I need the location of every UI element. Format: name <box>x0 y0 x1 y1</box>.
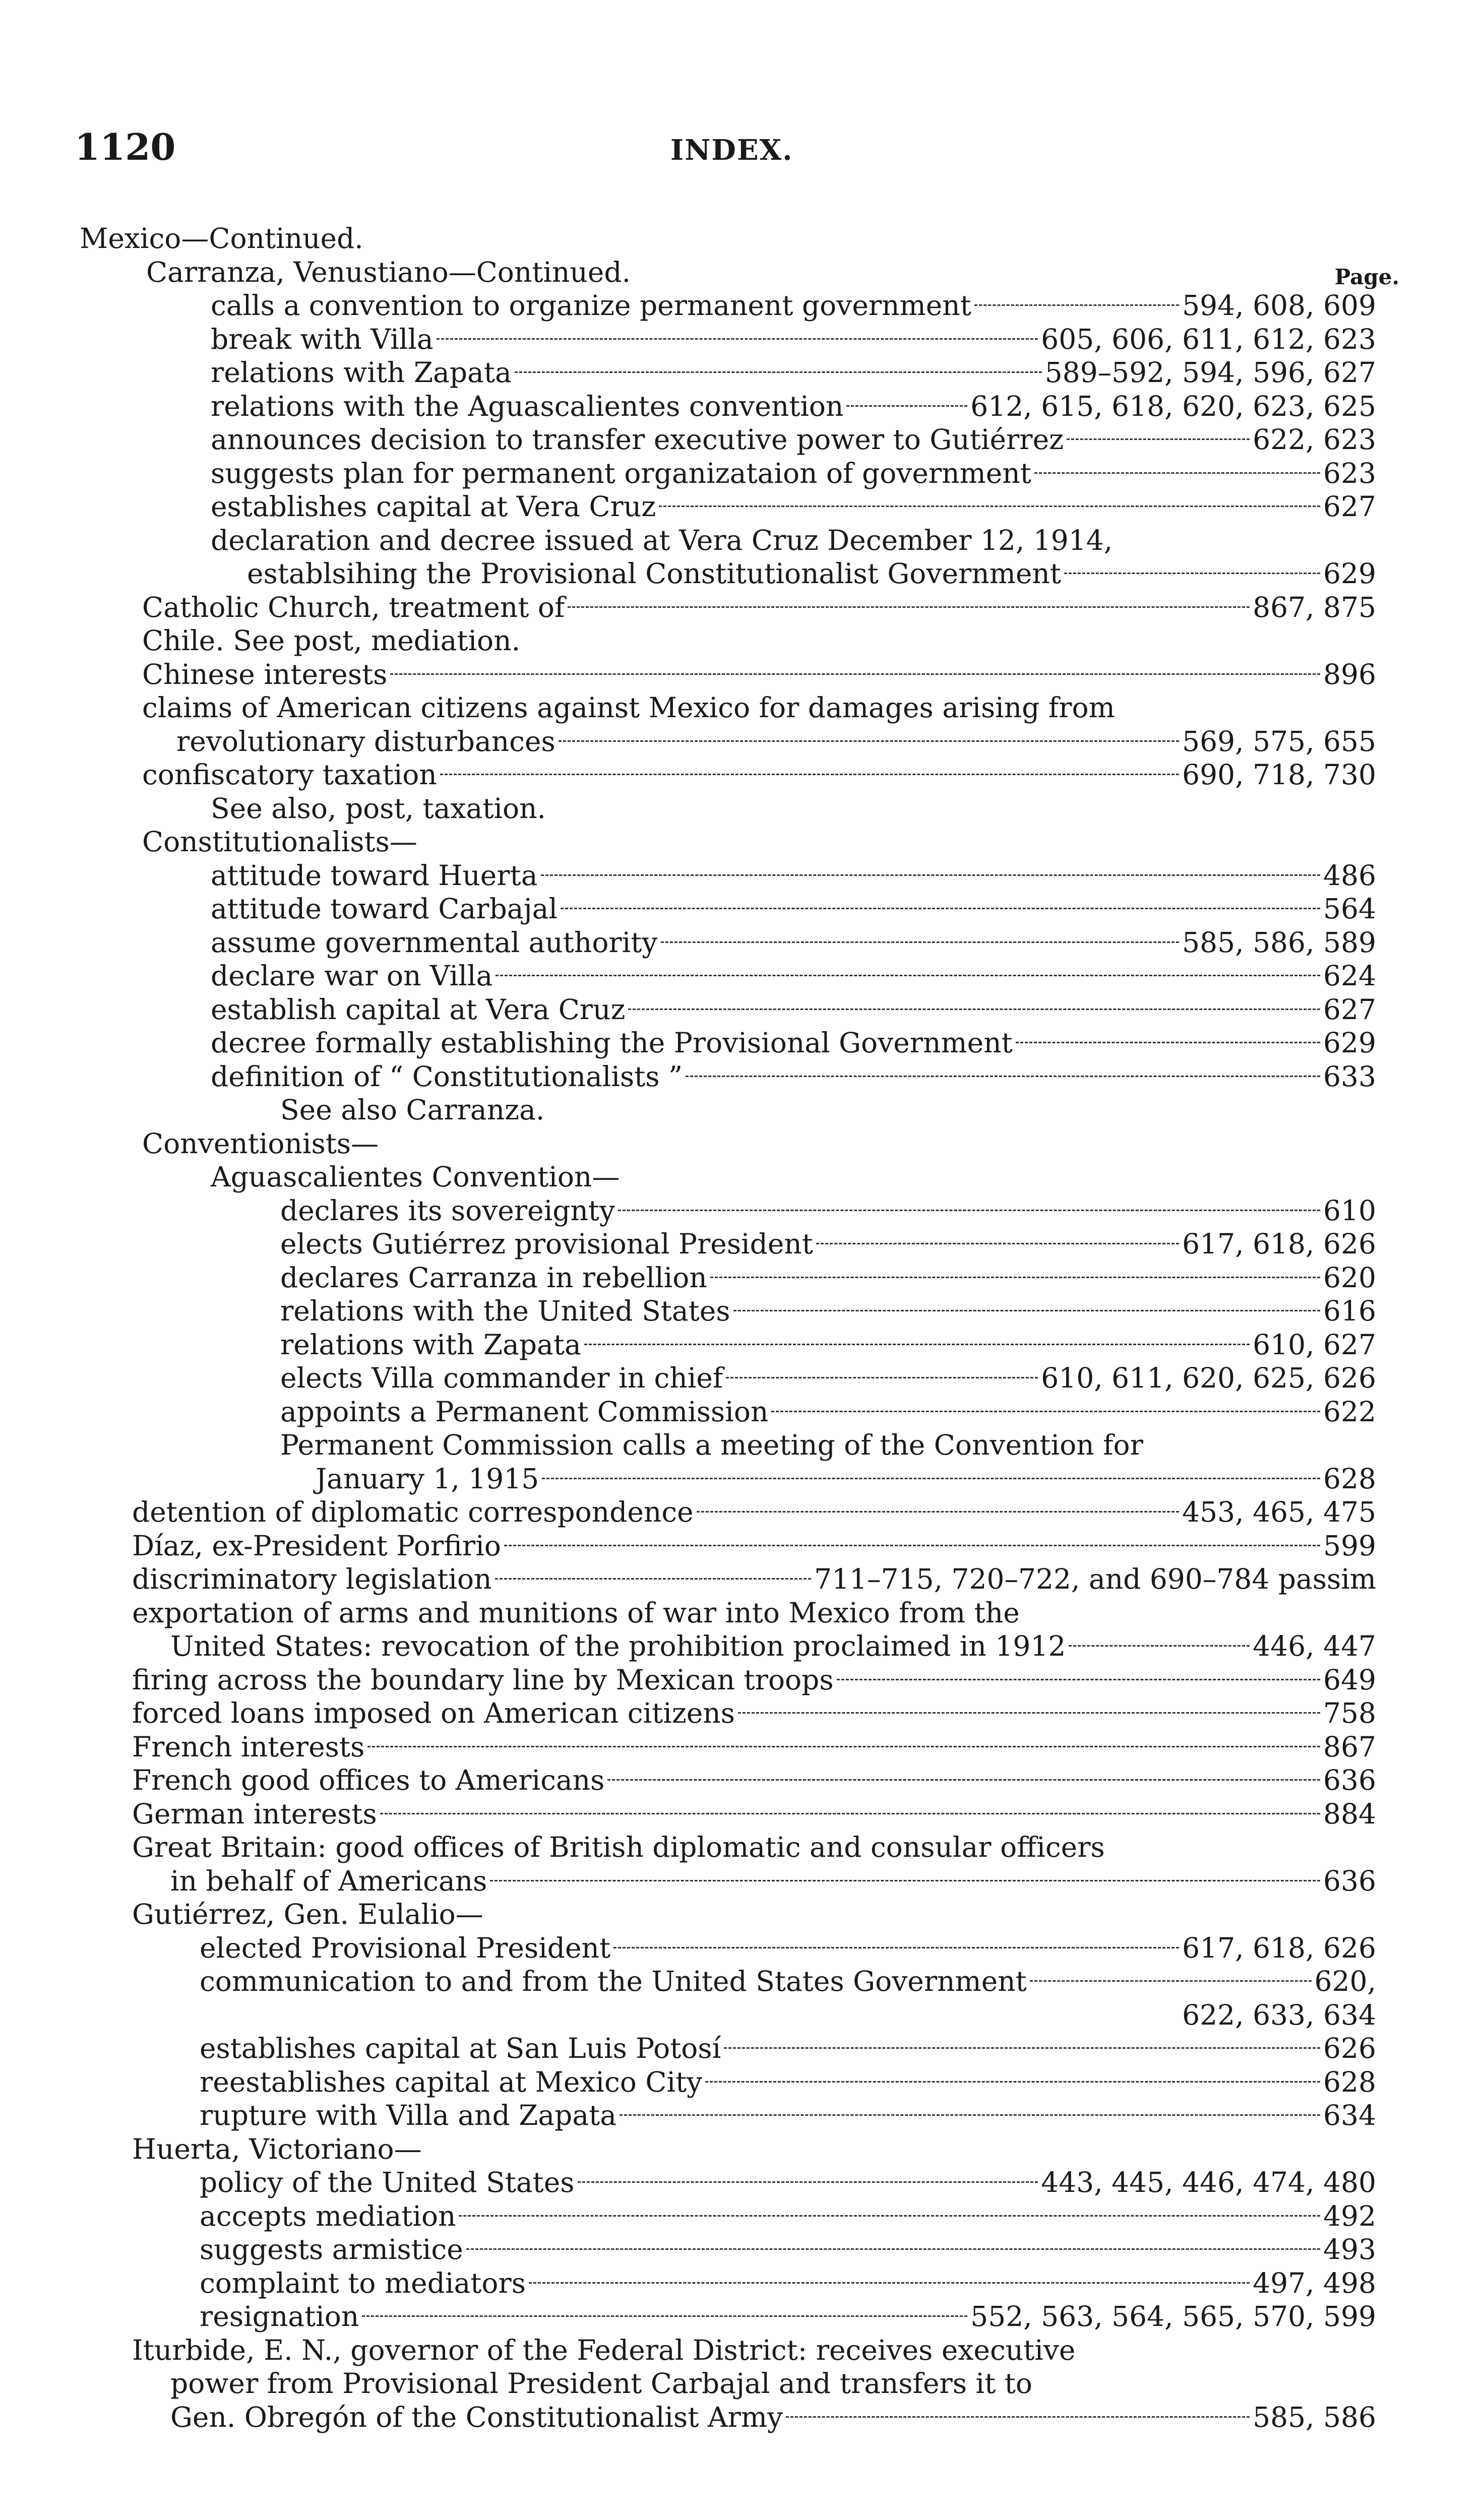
index-line <box>0 825 1484 859</box>
dot-leader <box>607 1779 1320 1781</box>
index-line <box>0 959 1484 993</box>
index-line <box>0 1763 1484 1797</box>
dot-leader <box>542 1478 1320 1479</box>
index-line <box>0 892 1484 926</box>
index-body <box>0 222 1484 2434</box>
entry-text: See also, post, taxation. <box>211 792 546 825</box>
page-refs: 626 <box>1323 2032 1376 2064</box>
page-refs: 585, 586, 589 <box>1182 926 1376 959</box>
dot-leader <box>837 1679 1320 1680</box>
running-head: INDEX. <box>670 134 793 167</box>
index-entry <box>211 457 1376 490</box>
entry-text: confiscatory taxation <box>142 759 437 791</box>
page-header <box>0 127 1484 167</box>
dot-leader <box>1067 438 1250 440</box>
index-entry <box>200 2166 1376 2199</box>
page-refs: 552, 563, 564, 565, 570, 599 <box>970 2300 1376 2333</box>
entry-text: Great Britain: good offices of British diplomatic and consular officers <box>132 1831 1105 1863</box>
page-refs: 617, 618, 626 <box>1182 1228 1376 1260</box>
entry-text: declaration and decree issued at Vera Cruz December 12, 1914, <box>211 524 1113 556</box>
index-entry <box>211 993 1376 1026</box>
index-line <box>0 2233 1484 2266</box>
index-entry <box>142 658 1376 691</box>
dot-leader <box>561 908 1320 909</box>
index-entry <box>142 758 1376 791</box>
dot-leader <box>559 740 1179 742</box>
index-entry <box>280 1261 1376 1294</box>
page-refs: 622 <box>1323 1395 1376 1428</box>
index-entry <box>280 1093 544 1126</box>
page-refs: 622, 623 <box>1253 423 1376 456</box>
dot-leader <box>620 2114 1320 2116</box>
index-line <box>0 1395 1484 1429</box>
dot-leader <box>367 1746 1320 1747</box>
page-refs: 610, 611, 620, 625, 626 <box>1041 1362 1376 1394</box>
page-refs: 620 <box>1323 1261 1376 1294</box>
dot-leader <box>686 1076 1320 1077</box>
index-entry <box>80 222 363 255</box>
dot-leader <box>661 941 1180 943</box>
entry-text: declare war on Villa <box>211 960 493 992</box>
index-entry <box>200 2032 1376 2065</box>
entry-text: January 1, 1915 <box>316 1462 539 1495</box>
index-line <box>0 1663 1484 1697</box>
index-line <box>0 423 1484 457</box>
dot-leader <box>1064 573 1320 574</box>
index-entry <box>316 1462 1376 1495</box>
dot-leader <box>529 2282 1250 2284</box>
entry-text: Gutiérrez, Gen. Eulalio— <box>132 1898 483 1930</box>
entry-text: relations with Zapata <box>280 1328 581 1361</box>
index-entry <box>280 1395 1376 1428</box>
entry-text: appoints a Permanent Commission <box>280 1395 769 1428</box>
index-line <box>0 256 1484 289</box>
entry-text: establish capital at Vera Cruz <box>211 993 626 1026</box>
index-line <box>0 1261 1484 1295</box>
entry-text: Conventionists— <box>142 1127 379 1160</box>
index-line <box>0 323 1484 356</box>
index-line <box>0 1127 1484 1161</box>
entry-text: Chile. See post, mediation. <box>142 624 521 657</box>
index-entry <box>211 490 1376 523</box>
dot-leader <box>459 2215 1320 2217</box>
page-refs: 610 <box>1323 1194 1376 1227</box>
index-line <box>0 1696 1484 1730</box>
dot-leader <box>504 1545 1320 1546</box>
page-refs: 627 <box>1323 490 1376 523</box>
index-entry <box>132 1730 1376 1763</box>
entry-text: elects Gutiérrez provisional President <box>280 1228 813 1260</box>
index-entry <box>280 1294 1376 1328</box>
dot-leader <box>466 2248 1320 2250</box>
index-entry <box>211 1026 1376 1059</box>
dot-leader <box>974 304 1179 306</box>
page-refs: 690, 718, 730 <box>1182 759 1376 791</box>
entry-text: relations with the Aguascalientes convention <box>211 390 844 422</box>
index-entry <box>200 2233 1376 2266</box>
dot-leader <box>726 1377 1038 1378</box>
entry-text: United States: revocation of the prohibition proclaimed in 1912 <box>170 1630 1066 1662</box>
page-refs: 622, 633, 634 <box>1182 1998 1376 2031</box>
entry-text: French good offices to Americans <box>132 1764 605 1796</box>
index-line <box>0 1797 1484 1831</box>
index-entry <box>211 289 1376 322</box>
page-column-label: Page. <box>1334 264 1399 289</box>
page-refs: 612, 615, 618, 620, 623, 625 <box>970 390 1376 422</box>
entry-text: declares its sovereignty <box>280 1194 615 1227</box>
entry-text: exportation of arms and munitions of war into Mexico from the <box>132 1596 1020 1629</box>
index-line <box>0 1596 1484 1630</box>
index-line <box>0 457 1484 490</box>
index-line <box>0 1361 1484 1395</box>
entry-text: French interests <box>132 1730 365 1763</box>
index-entry <box>211 323 1376 356</box>
index-line <box>0 1562 1484 1596</box>
entry-text: elects Villa commander in chief <box>280 1362 723 1394</box>
index-line <box>0 1831 1484 1864</box>
index-line <box>0 2266 1484 2300</box>
page-refs: 453, 465, 475 <box>1182 1496 1376 1528</box>
dot-leader <box>846 405 967 407</box>
page-refs: 497, 498 <box>1253 2266 1376 2299</box>
entry-text: assume governmental authority <box>211 926 658 959</box>
index-line <box>0 926 1484 960</box>
index-line <box>0 1629 1484 1663</box>
entry-text: German interests <box>132 1797 377 1830</box>
index-line <box>0 758 1484 792</box>
entry-text: Aguascalientes Convention— <box>211 1161 620 1193</box>
dot-leader <box>495 1578 812 1580</box>
index-entry <box>280 1194 1376 1227</box>
index-line <box>0 1965 1484 1998</box>
index-line <box>0 1060 1484 1094</box>
index-entry <box>200 2300 1376 2333</box>
page-refs: 594, 608, 609 <box>1182 289 1376 322</box>
entry-text: Constitutionalists— <box>142 826 417 858</box>
index-entry <box>170 1864 1376 1898</box>
dot-leader <box>568 606 1250 608</box>
entry-text: Gen. Obregón of the Constitutionalist Army <box>170 2401 783 2433</box>
entry-text: Permanent Commission calls a meeting of the Convention for <box>280 1429 1143 1461</box>
index-entry <box>142 691 1115 724</box>
index-entry <box>200 1965 1376 1998</box>
entry-text: revolutionary disturbances <box>176 725 555 758</box>
dot-leader <box>1030 1980 1312 1982</box>
page-refs: 867 <box>1323 1730 1376 1763</box>
entry-text: Chinese interests <box>142 658 388 690</box>
entry-text: establishes capital at San Luis Potosí <box>200 2032 721 2064</box>
index-entry <box>170 2367 1032 2400</box>
entry-text: rupture with Villa and Zapata <box>200 2099 617 2131</box>
page-refs: 623 <box>1323 457 1376 489</box>
page-refs: 599 <box>1323 1529 1376 1562</box>
index-line <box>0 725 1484 759</box>
index-line <box>0 1093 1484 1127</box>
index-line <box>0 1160 1484 1194</box>
index-line <box>0 993 1484 1027</box>
index-entry <box>211 356 1376 389</box>
page-refs: 634 <box>1323 2099 1376 2131</box>
index-entry <box>132 1696 1376 1730</box>
page-refs: 628 <box>1323 2065 1376 2098</box>
entry-text: in behalf of Americans <box>170 1864 487 1897</box>
index-entry <box>280 1428 1143 1462</box>
index-line <box>0 624 1484 658</box>
index-entry <box>280 1227 1376 1261</box>
index-line <box>0 2099 1484 2132</box>
entry-text: Catholic Church, treatment of <box>142 591 565 623</box>
index-entry <box>142 825 417 858</box>
page-refs: 636 <box>1323 1764 1376 1796</box>
page-refs: 636 <box>1323 1864 1376 1897</box>
entry-text: See also Carranza. <box>280 1094 545 1126</box>
entry-text: relations with the United States <box>280 1295 730 1327</box>
index-entry <box>200 2199 1376 2233</box>
index-entry <box>247 557 1376 590</box>
index-line <box>0 1227 1484 1261</box>
index-entry <box>211 1160 620 1193</box>
index-entry <box>132 1562 1376 1596</box>
index-line <box>0 2401 1484 2434</box>
entry-text: attitude toward Huerta <box>211 859 538 892</box>
index-line <box>0 490 1484 524</box>
index-line <box>0 591 1484 624</box>
dot-leader <box>738 1712 1320 1714</box>
dot-leader <box>786 2416 1250 2418</box>
page-refs: 633 <box>1323 1060 1376 1093</box>
entry-text: detention of diplomatic correspondence <box>132 1496 694 1528</box>
dot-leader <box>710 1277 1320 1278</box>
dot-leader <box>437 338 1038 340</box>
page-refs: 616 <box>1323 1295 1376 1327</box>
index-line <box>0 390 1484 423</box>
index-entry <box>132 1831 1105 1864</box>
index-line <box>0 2132 1484 2166</box>
entry-text: discriminatory legislation <box>132 1563 492 1595</box>
dot-leader <box>697 1511 1179 1513</box>
entry-text: definition of “ Constitutionalists ” <box>211 1060 683 1093</box>
index-line <box>0 1194 1484 1228</box>
dot-leader <box>515 371 1042 373</box>
entry-text: suggests armistice <box>200 2233 463 2265</box>
index-entry <box>211 390 1376 423</box>
index-entry <box>132 1898 483 1931</box>
entry-text: Carranza, Venustiano—Continued. <box>146 256 631 288</box>
dot-leader <box>724 2047 1320 2049</box>
dot-leader <box>440 774 1179 775</box>
dot-leader <box>705 2081 1320 2083</box>
page-refs: 493 <box>1323 2233 1376 2265</box>
index-line <box>0 1864 1484 1898</box>
dot-leader <box>578 2181 1038 2183</box>
dot-leader <box>1034 472 1320 474</box>
entry-text: attitude toward Carbajal <box>211 893 558 925</box>
page-refs: 589–592, 594, 596, 627 <box>1044 356 1376 389</box>
dot-leader <box>362 2315 967 2317</box>
index-line <box>0 356 1484 390</box>
page-refs: 605, 606, 611, 612, 623 <box>1041 323 1376 355</box>
dot-leader <box>584 1344 1250 1345</box>
page-refs: 443, 445, 446, 474, 480 <box>1041 2166 1376 2198</box>
dot-leader <box>496 975 1320 976</box>
entry-text: claims of American citizens against Mexico for damages arising from <box>142 691 1115 724</box>
page-refs: 627 <box>1323 993 1376 1026</box>
index-line <box>0 1294 1484 1328</box>
index-entry <box>211 892 1376 925</box>
dot-leader <box>628 1009 1320 1010</box>
entry-text: suggests plan for permanent organizataion of government <box>211 457 1031 489</box>
page-refs: 758 <box>1323 1697 1376 1729</box>
index-line <box>0 1495 1484 1529</box>
index-entry <box>200 2065 1376 2099</box>
page-refs: 492 <box>1323 2199 1376 2232</box>
dot-leader <box>816 1243 1179 1244</box>
page-refs: 446, 447 <box>1253 1630 1376 1662</box>
index-entry <box>211 524 1112 557</box>
entry-text: Mexico—Continued. <box>80 222 363 255</box>
entry-text: break with Villa <box>211 323 434 355</box>
entry-text: relations with Zapata <box>211 356 512 389</box>
index-entry <box>211 859 1376 892</box>
index-line <box>0 1898 1484 1931</box>
page-refs: 585, 586 <box>1253 2401 1376 2433</box>
page-refs: 617, 618, 626 <box>1182 1931 1376 1964</box>
index-entry <box>132 1495 1376 1529</box>
entry-text: complaint to mediators <box>200 2266 526 2299</box>
page-refs: 867, 875 <box>1253 591 1376 623</box>
index-entry <box>170 1629 1376 1663</box>
entry-text: elected Provisional President <box>200 1931 611 1964</box>
index-entry <box>200 1998 1376 2032</box>
page-refs: 569, 575, 655 <box>1182 725 1376 758</box>
index-entry <box>142 1127 379 1160</box>
index-line <box>0 792 1484 826</box>
index-entry <box>280 1328 1376 1361</box>
index-line <box>0 2300 1484 2334</box>
index-entry <box>132 1763 1376 1797</box>
index-line <box>0 1428 1484 1462</box>
index-line <box>0 1462 1484 1496</box>
index-entry <box>132 1797 1376 1831</box>
index-line <box>0 2367 1484 2401</box>
page-refs: 628 <box>1323 1462 1376 1495</box>
index-entry <box>142 624 520 657</box>
entry-text: reestablishes capital at Mexico City <box>200 2065 703 2098</box>
entry-text: firing across the boundary line by Mexican troops <box>132 1663 834 1696</box>
index-line <box>0 289 1484 323</box>
index-entry <box>132 2334 1075 2367</box>
index-entry <box>132 2132 422 2166</box>
dot-leader <box>733 1310 1320 1311</box>
index-line <box>0 1730 1484 1764</box>
page-refs: 629 <box>1323 1027 1376 1059</box>
page-number: 1120 <box>75 125 176 168</box>
index-entry <box>211 959 1376 992</box>
index-line <box>0 658 1484 691</box>
index-entry <box>280 1361 1376 1395</box>
dot-leader <box>1016 1042 1320 1043</box>
index-entry <box>200 1931 1376 1965</box>
page-refs: 564 <box>1323 893 1376 925</box>
index-line <box>0 1931 1484 1965</box>
page-refs: 624 <box>1323 960 1376 992</box>
index-entry <box>132 1663 1376 1696</box>
entry-text: Díaz, ex-President Porfirio <box>132 1529 501 1562</box>
index-entry <box>146 256 631 289</box>
entry-text: resignation <box>200 2300 359 2333</box>
dot-leader <box>771 1411 1320 1412</box>
dot-leader <box>390 673 1320 675</box>
entry-text: power from Provisional President Carbajal and transfers it to <box>170 2367 1032 2400</box>
dot-leader <box>659 506 1320 507</box>
index-entry <box>211 1060 1376 1093</box>
index-line <box>0 859 1484 893</box>
index-line <box>0 2065 1484 2099</box>
entry-text: forced loans imposed on American citizens <box>132 1697 735 1729</box>
entry-text: policy of the United States <box>200 2166 575 2198</box>
entry-text: Iturbide, E. N., governor of the Federal District: receives executive <box>132 2334 1076 2366</box>
index-entry <box>176 725 1376 758</box>
index-line <box>0 2032 1484 2065</box>
index-line <box>0 691 1484 725</box>
index-entry <box>142 591 1376 624</box>
index-entry <box>200 2266 1376 2300</box>
dot-leader <box>618 1210 1320 1211</box>
entry-text: decree formally establishing the Provisional Government <box>211 1027 1013 1059</box>
entry-text: accepts mediation <box>200 2199 456 2232</box>
entry-text: declares Carranza in rebellion <box>280 1261 707 1294</box>
index-entry <box>200 2099 1376 2132</box>
page-refs: 610, 627 <box>1253 1328 1376 1361</box>
index-entry <box>211 423 1376 456</box>
dot-leader <box>490 1880 1320 1881</box>
page-refs: 711–715, 720–722, and 690–784 passim <box>814 1563 1376 1595</box>
dot-leader <box>541 874 1320 876</box>
index-line <box>0 1998 1484 2032</box>
index-line <box>0 524 1484 557</box>
index-line <box>0 1328 1484 1362</box>
dot-leader <box>613 1947 1179 1948</box>
entry-text: Huerta, Victoriano— <box>132 2132 422 2165</box>
index-line <box>0 222 1484 256</box>
index-line <box>0 557 1484 591</box>
page-refs: 486 <box>1323 859 1376 892</box>
index-line <box>0 2334 1484 2367</box>
dot-leader <box>1069 1645 1250 1647</box>
entry-text: announces decision to transfer executive power to Gutiérrez <box>211 423 1064 456</box>
index-entry <box>132 1596 1020 1629</box>
index-line <box>0 2166 1484 2199</box>
index-entry <box>132 1529 1376 1562</box>
page-refs: 896 <box>1323 658 1376 690</box>
page-refs: 620, <box>1314 1965 1376 1997</box>
page-refs: 884 <box>1323 1797 1376 1830</box>
index-line <box>0 1529 1484 1563</box>
index-line <box>0 2199 1484 2233</box>
entry-text: communication to and from the United States Government <box>200 1965 1027 1997</box>
page-refs: 629 <box>1323 557 1376 590</box>
dot-leader <box>380 1813 1320 1814</box>
index-line <box>0 1026 1484 1060</box>
index-entry <box>211 792 546 825</box>
entry-text: establishes capital at Vera Cruz <box>211 490 656 523</box>
index-entry <box>170 2401 1376 2434</box>
index-entry <box>211 926 1376 959</box>
entry-text: calls a convention to organize permanent government <box>211 289 971 322</box>
page-refs: 649 <box>1323 1663 1376 1696</box>
entry-text: establsihing the Provisional Constitutionalist Government <box>247 557 1061 590</box>
